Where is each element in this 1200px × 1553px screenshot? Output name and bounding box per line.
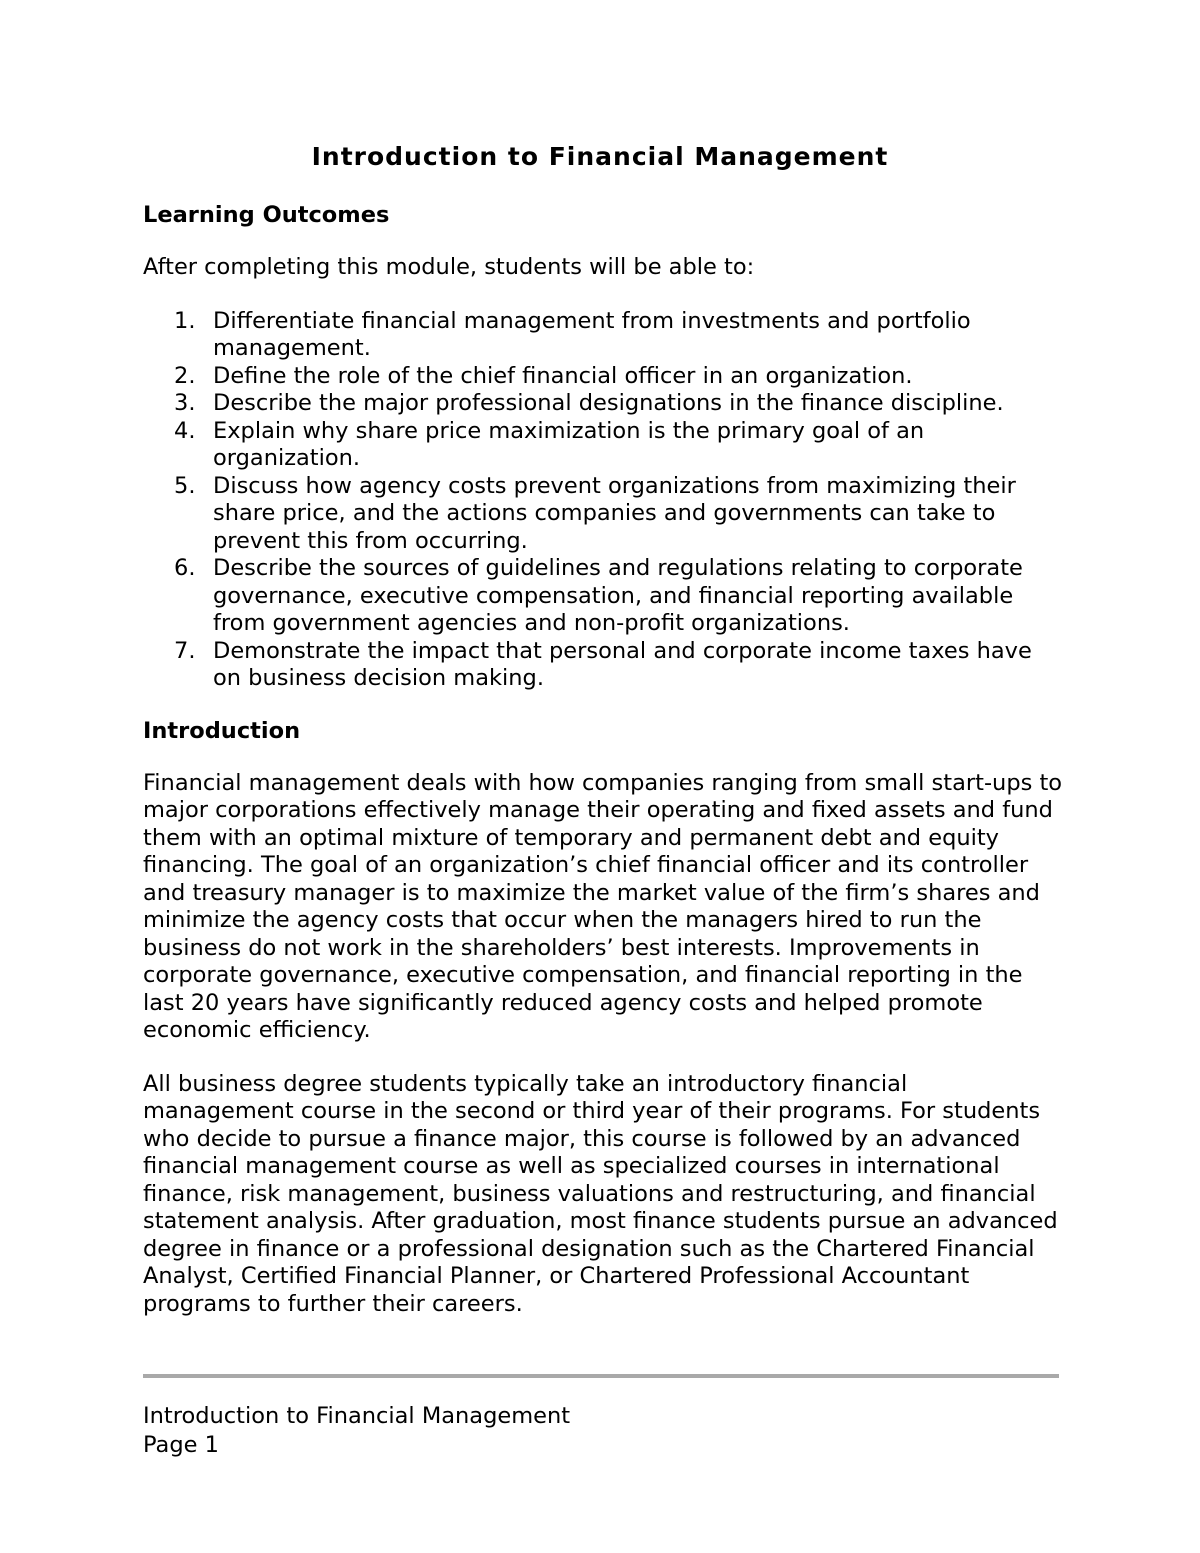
outcomes-list: [143, 308, 1063, 693]
list-number: 6.: [174, 555, 196, 581]
list-item-text: Define the role of the chief financial officer in an organization.: [213, 362, 913, 389]
list-number: 4.: [174, 417, 196, 444]
footer-page-number: Page 1: [143, 1432, 219, 1458]
list-item-text: Explain why share price maximization is the primary goal of an organization.: [213, 417, 925, 471]
footer-divider: [143, 1374, 1059, 1378]
list-item: [143, 555, 1063, 638]
list-number: 1.: [174, 307, 196, 334]
list-item: [143, 473, 1063, 556]
list-item-text: Describe the major professional designations in the finance discipline.: [213, 390, 1004, 416]
introduction-heading: Introduction: [143, 717, 301, 744]
introduction-paragraph-1: Financial management deals with how companies ranging from small start-ups to major corporations effectively manage their operating and fixed assets and fund them with an optimal mixture of temporary and permanent debt and equity financing. The goal of an organization’s chief financial officer and its controller and treasury manager is to maximize the market value of the firm’s shares and minimize the agency costs that occur when the managers hired to run the business do not work in the shareholders’ best interests. Improvements in corporate governance, executive compensation, and financial reporting in the last 20 years have significantly reduced agency costs and helped promote economic efficiency.: [143, 769, 1063, 1043]
list-item: [143, 363, 1063, 391]
outcomes-intro: After completing this module, students will be able to:: [143, 254, 755, 280]
list-item: [143, 390, 1063, 418]
list-number: 7.: [174, 637, 196, 664]
list-item-text: Discuss how agency costs prevent organizations from maximizing their share price, and the actions companies and governments can take to prevent this from occurring.: [213, 472, 1016, 554]
list-item-text: Differentiate financial management from investments and portfolio management.: [213, 307, 971, 361]
list-item: [143, 418, 1063, 473]
list-number: 3.: [174, 390, 196, 416]
introduction-paragraph-2: All business degree students typically take an introductory financial management course in the second or third year of their programs. For students who decide to pursue a finance major, this course is followed by an advanced financial management course as well as specialized courses in international finance, risk management, business valuations and restructuring, and financial statement analysis. After graduation, most finance students pursue an advanced degree in finance or a professional designation such as the Chartered Financial Analyst, Certified Financial Planner, or Chartered Professional Accountant programs to further their careers.: [143, 1070, 1058, 1317]
page-footer: [143, 1402, 570, 1460]
list-item-text: Demonstrate the impact that personal and corporate income taxes have on business decision making.: [213, 637, 1032, 691]
document-body: [143, 199, 1063, 1318]
list-number: 5.: [174, 472, 196, 499]
list-item: [143, 308, 1063, 363]
document-title: Introduction to Financial Management: [311, 142, 889, 171]
footer-title: Introduction to Financial Management: [143, 1403, 571, 1429]
list-item-text: Describe the sources of guidelines and regulations relating to corporate governance, executive compensation, and financial reporting available from government agencies and non-profit organizations.: [213, 555, 1023, 636]
learning-outcomes-heading: Learning Outcomes: [143, 202, 390, 228]
list-number: 2.: [174, 362, 196, 389]
list-item: [143, 638, 1063, 693]
